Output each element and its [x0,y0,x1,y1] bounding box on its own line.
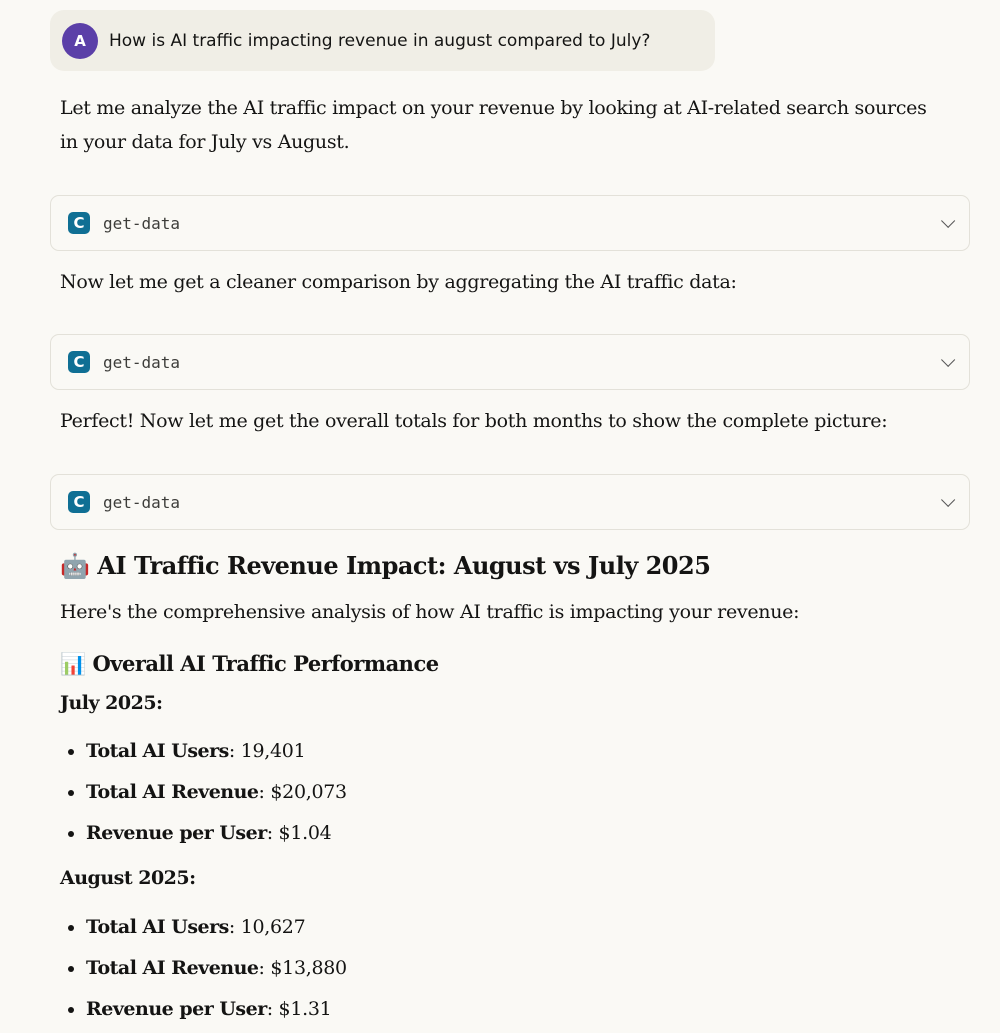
month-label: July 2025: [60,692,163,714]
tool-label: get-data [103,352,181,372]
august-metrics-list [60,910,347,1033]
tool-call-get-data[interactable] [50,474,970,530]
robot-icon: 🤖 [60,551,90,580]
list-item: • Revenue per User: $1.31 [86,992,347,1033]
tool-label: get-data [103,213,181,233]
list-item: • Total AI Users: 19,401 [86,734,347,775]
report-intro: Here's the comprehensive analysis of how AI traffic is impacting your revenue: [60,601,800,623]
section-title [60,651,439,677]
month-label: August 2025: [60,867,196,889]
july-metrics-list [60,734,347,857]
list-item: • Total AI Revenue: $20,073 [86,775,347,816]
tool-call-get-data[interactable] [50,195,970,251]
avatar: A [62,23,98,59]
chevron-down-icon[interactable] [941,214,955,228]
assistant-paragraph: Perfect! Now let me get the overall totals for both months to show the complete picture: [60,410,888,432]
chevron-down-icon[interactable] [941,353,955,367]
tool-logo-icon: C [68,351,90,373]
tool-logo-icon: C [68,212,90,234]
tool-label: get-data [103,492,181,512]
tool-call-get-data[interactable] [50,334,970,390]
list-item: • Total AI Users: 10,627 [86,910,347,951]
list-item: • Revenue per User: $1.04 [86,816,347,857]
section-title-text: Overall AI Traffic Performance [92,651,439,676]
list-item: • Total AI Revenue: $13,880 [86,951,347,992]
chevron-down-icon[interactable] [941,493,955,507]
assistant-paragraph: Let me analyze the AI traffic impact on your revenue by looking at AI-related search sources in your data for July vs August. [60,97,927,153]
user-message [50,10,715,71]
report-title-text: AI Traffic Revenue Impact: August vs July 2025 [97,551,711,580]
bar-chart-icon: 📊 [60,651,86,676]
user-message-text: How is AI traffic impacting revenue in august compared to July? [109,30,651,51]
assistant-paragraph: Now let me get a cleaner comparison by aggregating the AI traffic data: [60,271,737,293]
report-title [60,551,710,580]
tool-logo-icon: C [68,491,90,513]
